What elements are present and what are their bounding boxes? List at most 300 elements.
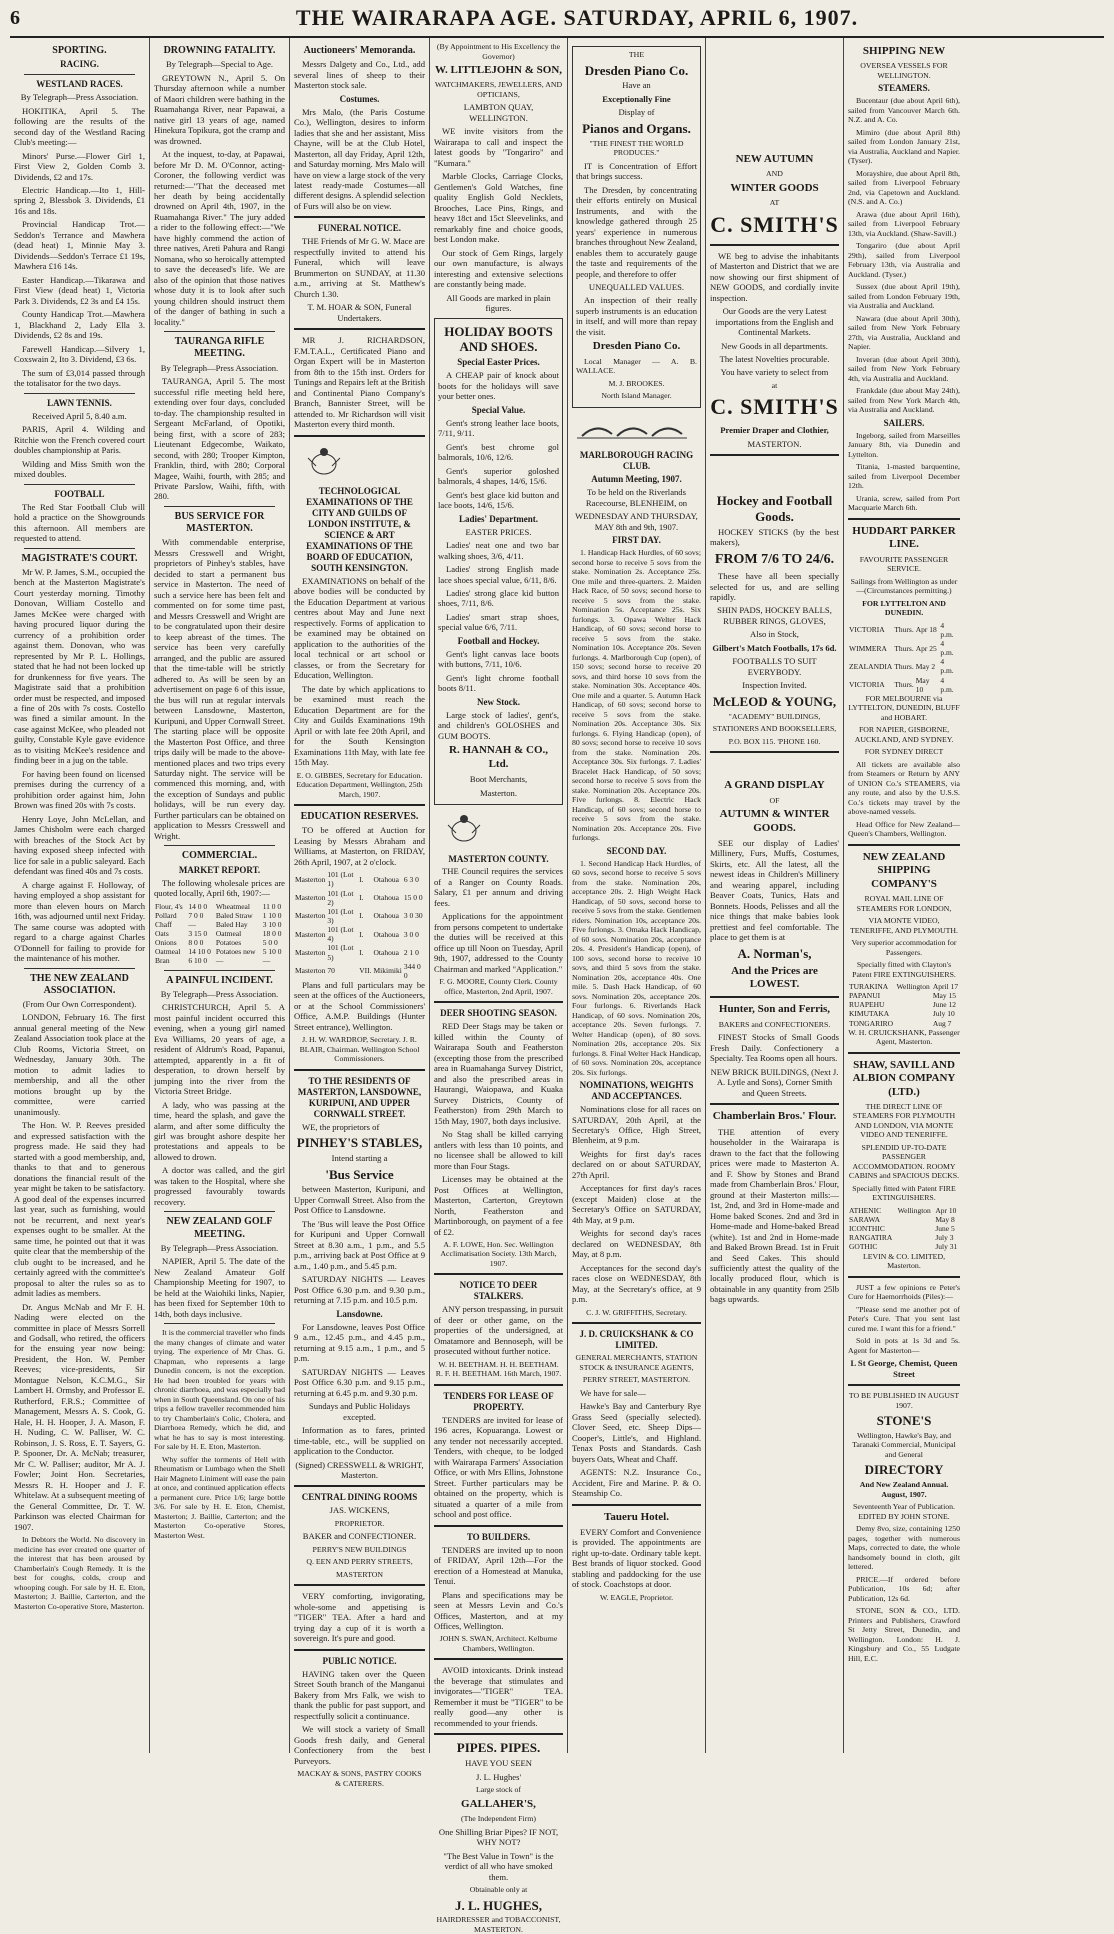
chamberlain-flour-title: Chamberlain Bros.' Flour. [712,1110,837,1123]
notice-text: SATURDAY NIGHTS — Leaves Post Office 6.30 p.m. and 9.15 p.m., returning at 6.45 p.m. and 9.30 p.m. [294,1366,425,1398]
notice-text: The 'Bus will leave the Post Office for Kuripuni and Upper Cornwall Street at 8.30 a.m., 1 p.m., and 5.5 p.m., arriving back at Post Office at 9 a.m., 1.40 p.m., and 5.45 p.m. [294,1218,425,1271]
heading-costumes: Costumes. [339,93,380,104]
table-cell: Bran [155,956,170,966]
table-cell: I. [359,911,364,921]
heading-sporting: SPORTING. [52,45,107,56]
ad-text: LAMBTON QUAY, WELLINGTON. [463,102,534,123]
notice-text: For Lansdowne, leaves Post Office 9 a.m., 12.45 p.m., and 4.45 p.m., returning at 9.15 a.m., 1 p.m., and 5 p.m. [294,1321,425,1364]
article-paragraph: It is the commercial traveller who finds the many changes of climate and water trying. The experience of Mr Chas. G. Chapman, who represents a large Dunedin concern, is not the exception. He had been troubled for years with chronic diarrhoea, and was especially bad when in South Queensland. On one of his trips a fellow traveller recommended him to try Chamberlain's Colic, Cholera, and Diarrhoea Remedy, which he did, and what he has to say is most interesting. For sale by H. E. Eton, Masterton. [154,1328,285,1452]
article-paragraph: County Handicap Trot.—Mawhera 1, Blackhand 2, Lady Ella 3. Dividends, £2 8s and 19s. [14,309,145,341]
table-cell: I. [359,893,364,903]
notice-signature: JOHN S. SWAN, Architect. Kelburne Chambers, Wellington. [439,1634,558,1653]
heading-dining-rooms: CENTRAL DINING ROOMS [301,1492,418,1503]
ad-text: Ladies' smart strap shoes, special value 6/6, 7/11. [438,611,559,633]
ad-text: An inspection of their really superb instruments is an education in itself, and will more than repay the visit. [576,295,697,337]
table-cell: Otahoua [373,874,399,884]
ad-text: Premier Draper and Clothier, [720,425,829,436]
table-cell: Oatmeal [215,928,242,938]
ad-text: AGENTS: N.Z. Insurance Co., Accident, Fire and Marine. P. & O. Steamship Co. [572,1467,701,1499]
ad-text: Head Office for New Zealand—Queen's Chambers, Wellington. [848,819,960,839]
directory-title: DIRECTORY [864,1462,944,1478]
table-cell: 101 (Lot 1) [327,870,354,889]
table-cell: 5 10 0 [262,947,282,957]
table-cell: Otahoua [373,947,399,957]
notice-text: RED Deer Stags may be taken or killed within the County of Wairarapa South and Featherston (excepting those from the prescribed area in Ruamahanga Survey District, and also the prescribed areas in Haurangi, Waiopawa, and Kuaka Survey Districts, County of Featherston) from 29th March to 15th May, 1907, both days inclusive. [434,1021,563,1126]
newspaper-title: THE WAIRARAPA AGE. SATURDAY, APRIL 6, 1907. [295,5,859,30]
ad-text: WE invite visitors from the Wairarapa to call and inspect the latest goods by "Tongariro" and "Kumara." [434,126,563,168]
table-cell [897,1224,935,1233]
new-autumn-title: NEW AUTUMN [735,153,814,165]
notice-signature: W. EAGLE, Proprietor. [599,1592,674,1602]
table-cell: Pollard [155,910,177,920]
ad-text: HAVE YOU SEEN [465,1758,532,1769]
article-paragraph: In Debtors the World. No discovery in medicine has ever created one quarter of the interest that has been aroused by Chamberlain's Cough Remedy. It is the best for coughs, colds, croup and whooping cough. For sale by H. E. Eton, Masterton; J. Baillie, Carterton, and the Masterton Co-operative Store, Masterton. [14,1535,145,1611]
ad-text: JUST a few opinions re Peter's Cure for Haemorrhoids (Piles):— [848,1282,960,1302]
article-paragraph: Wilding and Miss Smith won the mixed doubles. [14,458,145,480]
heading-deer-shooting: DEER SHOOTING SEASON. [440,1008,557,1019]
table-cell [896,991,932,1000]
ad-text: Obtainable only at [469,1885,528,1895]
shipping-entry: Ingeborg, sailed from Marseilles January 8th, via Dunedin and Lyttelton. [848,430,960,459]
notice-text: Intend starting a [331,1153,388,1164]
ad-text: Gilbert's Match Footballs, 17s 6d. [712,642,837,653]
table-cell: Thurs. [894,643,914,653]
table-cell: July 10 [932,1009,955,1019]
article-paragraph: With commendable enterprise, Messrs Cresswell and Wright, proprietors of Pinhey's stables, have decided to start a permanent bus service in Masterton. The need of such a service here has been felt and commented on for some time past, and Messrs Cresswell and Wright are to be congratulated upon their desire to keep abreast of the times. The service has been very carefully arranged, and the public are assured that the time-table will be strictly adhered to. As will be seen by an advertisement on page 6 of this issue, the bus will run at regular intervals between Lansdowne, Masterton, Kuripuni, and Upper Cornwall Street. The starting place will be opposite the Masterton Post Office, and three trips daily will be made to the above-mentioned places and two trips every Saturday night. The service will be commenced this morning, and, with the exception of Sundays and public holidays, will be run every day. Further particulars can be obtained on application to Messrs Cresswell and Wright. [154,537,285,841]
table-cell: Masterton [295,911,326,921]
table-cell: ZEALANDIA [849,661,893,671]
ad-text: A CHEAP pair of knock about boots for the holidays will save your better ones. [438,370,559,402]
market-row [154,911,285,920]
heading-auctioneers: Auctioneers' Memoranda. [303,45,416,56]
littlejohn-title: W. LITTLEJOHN & SON, [434,64,563,76]
notice-text: Sundays and Public Holidays excepted. [309,1401,410,1422]
market-row [154,902,285,911]
sailing-row [848,1215,960,1224]
market-row [154,956,285,965]
table-cell: May 8 [935,1215,955,1225]
ad-text: All tickets are available also from Steamers or Return by ANY of UNION Co.'s STEAMERS, via any route, and also by the U.S.S. Co.'s tickets may travel by the above-named vessels. [848,759,960,817]
hughes-title: J. L. HUGHES, [454,1897,543,1913]
byline: (From Our Own Correspondent). [22,998,137,1009]
table-cell: 101 (Lot 5) [327,943,354,962]
masthead [10,0,1104,38]
heading-football: FOOTBALL [54,488,105,499]
ad-text: AND [766,169,783,179]
autumn-winter-title: AUTUMN & WINTER GOODS. [719,808,830,834]
column-7 [844,38,964,1753]
hunter-son-ferris-title: Hunter, Son and Ferris, [718,1003,831,1016]
notice-signature: W. H. BEETHAM. H. H. BEETHAM. R. F. H. BEETHAM. 16th March, 1907. [435,1359,562,1379]
article-paragraph: A lady, who was passing at the time, heard the splash, and gave the alarm, and after some difficulty the girl was brought ashore despite her protestations and appeals to be allowed to drown. [154,1099,285,1162]
ad-text: MASTERTON [335,1569,384,1579]
notice-text: To be held on the Riverlands Racecourse, BLENHEIM, on [585,487,688,508]
sailing-row [848,1242,960,1251]
heading-technological: TECHNOLOGICAL EXAMINATIONS OF THE CITY AND GUILDS OF LONDON INSTITUTE, & SCIENCE & ART EXAMINATIONS OF THE BOARD OF EDUCATION, SOUTH KENSINGTON. [306,486,413,573]
table-cell: Oats [155,928,169,938]
ad-text: STONE, SON & CO., LTD. Printers and Publishers, Crawford St Jetty Street, Dunedin, and Wellington. London: H. J. Kingsbury and Co., 55 Ludgate Hill, E.C. [848,1606,960,1663]
ad-text: HOCKEY STICKS (by the best makers), [710,526,839,548]
table-cell: Baled Hay [215,919,248,929]
table-cell: RANGATIRA [849,1233,893,1243]
table-cell: May 10 [915,675,930,694]
ad-text: SEE our display of Ladies' Millinery, Furs, Muffs, Costumes, Skirts, etc. All the latest, all the newest ideas in Children's Millinery and wearing apparel, including Beaver Coats, Tunics, Hats and Bonnets. Hoods, Pelisses and all the nice things that make babies look prettiest and feel comfortable. The place to get them is at [710,837,839,943]
shaw-savill-title: SHAW, SAVILL AND ALBION COMPANY (LTD.) [852,1058,956,1098]
ad-text: HAIRDRESSER and TOBACCONIST, MASTERTON. [436,1915,561,1934]
ad-text: AVOID intoxicants. Drink instead the beverage that stimulates and invigorates—"TIGER" TEA. Remember it must be "TIGER" to be really good—any other is recommended to your friends. [434,1665,563,1728]
ad-text: "ACADEMY" BUILDINGS, [728,711,821,721]
ad-text: BAKER and CONFECTIONER. [302,1531,417,1542]
ad-text: Gent's best chrome gol balmorals, 10/6, 12/6. [438,441,559,463]
ad-text: STATIONERS AND BOOKSELLERS, [712,724,837,734]
heading-second-day: SECOND DAY. [606,845,667,856]
table-cell: Wellington [896,982,930,991]
table-cell: 15 0 0 [403,893,423,903]
table-cell: Thurs. [894,680,914,690]
table-cell: WIMMERA [849,643,887,653]
ad-text: New Goods in all departments. [721,340,828,351]
article-paragraph: Why suffer the torments of Hell with Rheumatism or Lumbago when the Shell Hair Magneto Liniment will ease the pain at once, and continued application effects a permanent cure. Price 1/6; large bottle 3/6. For sale by H. E. Eton, Chemist, Masterton; J. Baillie, Carterton; and the Masterton Co-operative Stores, Masterton West. [154,1454,285,1540]
article-paragraph: The Red Star Football Club will hold a practice on the Showgrounds this afternoon. All members are requested to attend. [14,501,145,544]
ad-text: North Island Manager. [601,391,672,401]
article-paragraph: Mr W. P. James, S.M., occupied the bench at the Masterton Magistrate's Court yesterday morning. Timothy Donovan, William Costello and James McKee were charged with having procured liquor during the currency of a prohibition order against them. Donovan, who was represented by Mr P. L. Hollings, stated that he had not been locked up for drunkenness for five years. The Magistrate said that a prohibition order must be respected, and imposed a fine of 20s with 7s costs. Costello was fined a similar amount. In the case against McKee, who pleaded not guilty, Constable Kyle gave evidence as to visiting McKee's residence and finding beer in a jug on the table. [14,566,145,766]
page-number: 6 [10,6,20,29]
sailing-row [848,657,960,675]
hannah-title: R. HANNAH & CO., Ltd. [449,744,548,770]
heading-commercial: COMMERCIAL. [181,850,258,862]
table-cell [897,1215,935,1224]
ad-subheading: Special Value. [471,404,526,415]
heading-deer-stalkers: NOTICE TO DEER STALKERS. [459,1280,538,1302]
table-cell: 7 0 0 [188,910,204,920]
heading-residents: TO THE RESIDENTS OF MASTERTON, LANSDOWNE, KURIPUNI, AND UPPER CORNWALL STREET. [297,1075,422,1119]
notice-signature: (Signed) CRESSWELL & WRIGHT, Masterton. [295,1459,424,1480]
article-paragraph: GREYTOWN N., April 5. On Thursday afternoon while a number of Maori children were bathing in the Ruamahanga River, near Papawai, a native girl 13 years of age, named Hinekura Topikura, got the cramp and was drowned. [154,72,285,146]
bus-service-title: 'Bus Service [325,1166,394,1182]
column-6 [706,38,844,1753]
notice-text: Acceptances for the second day's races close on WEDNESDAY, 8th May, at the Secretary's office, at 9 p.m. [572,1262,701,1305]
ad-subheading: Ladies' Department. [459,513,538,524]
ad-text: THE [628,50,645,59]
table-cell: 70 [327,966,335,976]
table-cell: VII. [359,966,372,976]
hockey-football-title: Hockey and Football Goods. [716,493,833,525]
table-cell: Masterton [295,929,326,939]
table-cell: 101 (Lot 3) [327,906,354,925]
table-cell: Apr 18 [915,625,937,635]
notice-text: WE, the proprietors of [302,1121,380,1132]
table-cell: May 15 [932,991,956,1001]
ad-text: WE beg to advise the inhabitants of Masterton and District that we are now showing our first shipment of NEW GOODS, and cordially invite inspection. [710,250,839,303]
notice-text: THE Council requires the services of a Ranger on County Roads. Salary, £1 per annum and driving fees. [434,866,563,908]
ad-subheading: New Stock. [477,696,520,707]
table-cell: Wellington [897,1205,931,1215]
ad-text: PROPRIETOR. [334,1518,385,1528]
table-cell: Thurs. [894,625,914,635]
heading-magistrate: MAGISTRATE'S COURT. [21,552,138,564]
mcleod-young-title: McLEOD & YOUNG, [712,693,837,709]
table-cell: Otahoua [373,893,399,903]
heading-cruickshank: J. D. CRUICKSHANK & CO LIMITED. [579,1329,694,1351]
reserve-row [294,962,425,980]
table-cell [896,1019,932,1028]
ad-text: IT is Concentration of Effort that brings success. [576,160,697,182]
ad-text: We have for sale— [580,1387,646,1398]
heading-education-reserves: EDUCATION RESERVES. [300,811,419,823]
market-row [154,929,285,938]
table-cell: PAPANUI [849,991,881,1001]
columns [10,38,1104,1934]
heading-lawn-tennis: LAWN TENNIS. [47,397,112,408]
market-row [154,920,285,929]
table-cell: TONGARIRO [849,1018,894,1028]
notice-text: Weights for second day's races declared on WEDNESDAY, 8th May, at 8 p.m. [572,1228,701,1260]
table-cell: RUAPEHU [849,1000,885,1010]
table-cell: Onions [155,938,177,948]
newspaper-page [10,0,1104,1934]
ad-text: M. J. BROOKES. [608,378,665,388]
shipping-entry: Nawara (due about April 30th), sailed from New York February 27th, via Australia, Auckland and Napier. [848,313,960,352]
table-cell: 5 0 0 [262,938,278,948]
table-cell: July 31 [935,1242,958,1252]
notice-signature: E. O. GIBBES, Secretary for Education. Education Department, Wellington, 25th March, 1907. [296,770,423,799]
table-cell: I. [359,947,364,957]
a-normans-title: A. Norman's, [737,945,812,961]
race-list: 1. Handicap Hack Hurdles, of 60 sovs; second horse to receive 5 sovs from the stake. Nomination 2s. Acceptance 25s. One mile and three-quarters. 2. Maiden Hack Race, of 50 sovs; second horse to receive 5 sovs from the stake. Nomination 5s. Acceptance 25s. Six furlongs. 3. Opawa Welter Hack Handicap, of 60 sovs; second horse to receive 5 sovs from the stake. Nomination 10s. Acceptance 20s. Seven furlongs. 4. Marlborough Cup (open), of 150 sovs; second horse to receive 20 sovs, and third horse 10 sovs from the stake. Nomination 30s. Acceptance 40s. One mile and a quarter. 5. Autumn Hack Handicap, of 60 sovs; second horse to receive 5 sovs from the stake. Nomination 20s. Acceptance 30s. Six furlongs. 6. Flying Handicap (open), of 80 sovs; second horse to receive 10 sovs from the stake. Nomination 20s. Acceptance 30s. Six furlongs. 7. Ladies' Bracelet Hack Handicap, of 50 sovs; second horse to receive 5 sovs from the stake. Nomination 20s. Acceptance 20s. Five furlongs. 8. Electric Hack Handicap, of 60 sovs; second horse to receive 5 sovs from the stake. Nomination 20s. Acceptance 20s. Five furlongs. [572,548,701,843]
ad-text: Ladies' neat one and two bar walking shoes, 3/6, 4/11. [438,540,559,561]
table-cell: Wheatmeal [215,901,250,911]
notice-text: Licenses may be obtained at the Post Offices at Wellington, Masterton, Carterton, Greytown North, Featherston and Martinborough, on payment of a fee of £2. [434,1174,563,1237]
article-paragraph: PARIS, April 4. Wilding and Ritchie won the French covered court doubles championship at Paris. [14,424,145,456]
heading-sailers: SAILERS. [883,417,925,428]
ad-text: Display of [618,107,655,118]
ad-subheading: Football and Hockey. [457,635,540,646]
article-paragraph: Henry Loye, John McLellan, and James Chisholm were each charged with breaches of the Stock Act by having exposed sheep infected with lice for sale in a public saleyard. Each defendant was fined 40s and 7s costs. [14,813,145,877]
royal-crest-icon [434,813,494,845]
notice-signature: MACKAY & SONS, PASTRY COOKS & CATERERS. [297,1769,422,1788]
table-cell: 8 0 0 [188,938,204,948]
sailing-row [848,1224,960,1233]
nz-shipping-title: NEW ZEALAND SHIPPING COMPANY'S [862,850,946,890]
column-3 [290,38,430,1788]
reserve-row [294,943,425,961]
ad-text: Specially fitted with Patent FIRE EXTINGUISHERS. [852,1183,956,1203]
sailing-row [848,1019,960,1028]
ad-text: PERRY STREET, MASTERTON. [582,1375,691,1385]
table-cell: 14 0 0 [188,901,208,911]
table-cell: Masterton [295,893,326,903]
table-cell: I. [359,929,364,939]
reserve-row [294,889,425,907]
ad-text: FOR NAPIER, GISBORNE, AUCKLAND, AND SYDNEY. [854,725,954,744]
pipes-title: PIPES. PIPES. [456,1740,541,1756]
notice-text: WEDNESDAY AND THURSDAY, MAY 8th and 9th, 1907. [575,511,698,532]
ad-text: FINEST Stocks of Small Goods Fresh Daily. Confectionery a Specialty. Tea Rooms open all hours. [710,1032,839,1064]
ad-text: Masterton. [480,787,517,798]
byline: By Telegraph—Press Association. [160,1242,279,1253]
notice-signature: T. M. HOAR & SON, Funeral Undertakers. [307,302,412,323]
ad-text: FAVOURITE PASSENGER SERVICE. [859,554,949,574]
ad-text: Demy 8vo, size, containing 1250 pages, together with numerous Maps, corrected to date, the whole handsomely bound in cloth, gilt lettered. [848,1524,960,1572]
notice-signature: J. H. W. WARDROP, Secretary. J. R. BLAIR, Chairman. Wellington School Commissioners. [299,1035,420,1064]
notice-signature: F. G. MOORE, County Clerk. County office, Masterton, 2nd April, 1907. [439,977,558,996]
ad-text: THE DIRECT LINE OF STEAMERS FOR PLYMOUTH AND LONDON, VIA MONTE VIDEO AND TENERIFFE. [852,1101,956,1140]
table-cell: ATHENIC [849,1205,882,1215]
sailing-row [848,982,960,991]
table-cell: April 17 [932,982,959,991]
table-cell: Otahoua [373,911,399,921]
market-table [154,902,285,966]
c-smiths-title: C. SMITH'S [710,211,839,237]
heading-first-day: FIRST DAY. [612,535,661,546]
heading-marlborough: MARLBOROUGH RACING CLUB. [579,450,694,472]
shipping-entry: Morayshire, due about April 8th, sailed from Liverpool February 2nd, via Capetown and Auckland. (N.S. and A. Co.) [848,168,960,207]
market-row [154,938,285,947]
table-cell: 4 p.m. [940,638,954,658]
ad-text: SHIN PADS, HOCKEY BALLS, RUBBER RINGS, GLOVES, [717,605,832,626]
ad-text: J. L. Hughes' [476,1771,521,1782]
ad-text: VERY comforting, invigorating, whole-some and appetising is "TIGER" TEA. After a hard and trying day a cup of it is worth a sovereign. It's pure and good. [294,1591,425,1644]
ad-text: OVERSEA VESSELS FOR WELLINGTON. [860,61,948,80]
shipping-entry: Arawa (due about April 16th), sailed from Liverpool February 13th, via Auckland. (Shaw-Savill.) [848,209,960,238]
table-cell: 14 10 0 [188,947,211,957]
ad-text: Have an [622,80,651,91]
article-paragraph: Farewell Handicap.—Silvery 1, Coxswain 2, Ito 3. Dividend, £3 6s. [14,343,145,365]
article-paragraph: Minors' Purse.—Flower Girl 1, First View 2, Golden Comb 3. Dividends, £2 and 17s. [14,150,145,182]
table-cell [896,1000,932,1009]
table-cell: May 2 [915,661,936,671]
ad-text: Specially fitted with Clayton's Patent FIRE EXTINGUISHERS. [852,960,956,979]
heading-builders: TO BUILDERS. [466,1531,531,1542]
article-paragraph: Electric Handicap.—Ito 1, Hill-spring 2, Blessbok 3. Dividends, £1 16s and 18s. [14,185,145,216]
shipping-entry: Inveran (due about April 30th), sailed from New York February 4th, via Australia and Auckland. [848,354,960,383]
ad-text: "THE FINEST THE WORLD PRODUCES." [589,138,684,158]
table-cell: ICONTHIC [849,1224,885,1234]
shipping-entry: Urania, screw, sailed from Port Macquarie March 6th. [848,493,960,513]
ad-text: Local Manager — A. B. WALLACE. [576,356,697,376]
ad-subheading: Special Easter Prices. [457,357,540,368]
ad-text: Inspection Invited. [742,680,807,691]
shipping-entry: Titania, 1-masted barquentine, sailed from Liverpool December 12th. [848,462,960,491]
holiday-boots-title: HOLIDAY BOOTS AND SHOES. [444,323,553,355]
heading-golf: NEW ZEALAND GOLF MEETING. [166,1216,273,1240]
article-paragraph: Provincial Handicap Trot.—Seddon's Terrance and Mawhera (dead heat) 1, Minnie May 3. Dividends—Seddon's Terrace £1 19s, Mawhera £16 14s. [14,219,145,272]
table-cell: 4 p.m. [940,620,954,639]
shipping-entry: Tongariro (due about April 29th), sailed from Liverpool February 13th, via Australia and Auckland. (Tyser.) [848,241,960,279]
ad-text: The Dresden, by concentrating their efforts entirely on Musical Instruments, and with the knowledge gathered through 25 years' experience in numerous branches throughout New Zealand, enables them to accurately gauge the taste and requirements of the people, and therefore to offer [576,184,697,279]
table-cell: 18 0 0 [262,928,282,938]
table-cell: Potatoes new [215,947,256,957]
table-cell: VICTORIA [849,625,885,635]
article-paragraph: A doctor was called, and the girl was taken to the Hospital, where she progressed favourably towards recovery. [154,1165,285,1207]
article-paragraph: The following wholesale prices are quoted locally, April 6th, 1907:— [154,877,285,899]
ad-text: Very superior accommodation for Passengers. [851,938,957,957]
sailing-row [848,991,960,1000]
table-cell: SARAWA [849,1215,881,1225]
ad-text: FOR SYDNEY DIRECT [864,747,944,757]
notice-text: TENDERS are invited for lease of 196 acres, Kopuaranga. Lowest or any tender not necessarily accepted. Tenders, with cheque, to be lodged with Wairarapa Farmers' Association Office, or with Mrs Ellins, Johnstone Street. Further particulars may be obtained on the property, which is situated a quarter of a mile from school and post office. [434,1414,563,1520]
table-cell: 344 0 0 [403,961,421,980]
table-cell: June 5 [935,1224,955,1234]
dresden-title: Dresden Piano Co. [584,62,689,78]
table-cell: — [262,956,271,966]
ad-text: All Goods are marked in plain figures. [446,292,551,314]
table-cell: VICTORIA [849,680,885,690]
table-cell: — [188,919,196,929]
pianos-organs-title: Pianos and Organs. [582,120,691,136]
reserve-row [294,870,425,888]
byline: By Telegraph—Press Association. [20,92,139,103]
table-cell: 11 0 0 [262,901,282,911]
ad-text: You have variety to select from [720,367,829,378]
pinheys-stables-title: PINHEY'S STABLES, [296,1135,423,1151]
ad-text: ROYAL MAIL LINE OF STEAMERS FOR LONDON, [856,894,952,913]
table-cell: — [215,956,224,966]
ad-text: Gent's best glace kid button and lace boots, 14/6, 15/6. [438,489,559,511]
table-cell: July 3 [935,1233,954,1243]
ad-text: Ladies' strong English made lace shoes special value, 6/11, 8/6. [438,564,559,585]
table-cell: Chaff [155,919,172,929]
article-paragraph: For having been found on licensed premises during the currency of a prohibition order against him, John Brown was fined 20s with 7s costs. [14,768,145,811]
ad-text: And New Zealand Annual. August, 1907. [859,1480,949,1499]
heading-tauranga: TAURANGA RIFLE MEETING. [174,336,265,360]
notice-text: Plans and full particulars may be seen at the offices of the Auctioneers, or at the School Commissioners' Office, A.M.P. Buildings (Hunter Street entrance), Wellington. [294,979,425,1032]
ad-text: NEW BRICK BUILDINGS, (Next J. A. Lytle and Sons), Corner Smith and Queen Streets. [710,1066,839,1098]
ad-text: The latest Novelties procurable. [719,354,830,364]
ad-text: W. H. CRUICKSHANK, Passenger Agent, Masterton. [848,1027,960,1047]
reserve-row [294,925,425,943]
article-paragraph: LONDON, February 16. The first annual general meeting of the New Zealand Association took place at the Club Rooms, Victoria Street, on Wednesday, January 30th. The motion to admit ladies to membership, and all the other motions brought up by the committee, were carried unanimously. [14,1012,145,1117]
ad-text: SPLENDID UP-TO-DATE PASSENGER ACCOMMODATION. ROOMY CABINS and SPACIOUS DECKS. [848,1142,960,1181]
table-cell: 4 p.m. [940,657,954,676]
table-cell: 6 3 0 [403,874,419,884]
reserve-row [294,907,425,925]
shipping-entry: Sussex (due about April 19th), sailed from London February 19th, via Australia and Auckland. [848,282,960,311]
ad-text: Also in Stock, [750,629,799,640]
article-paragraph: Messrs Dalgety and Co., Ltd., add several lines of sheep to their Masterton stock sale. [294,59,425,91]
ad-text: Gent's light canvas lace boots with buttons, 7/11, 10/6. [438,648,559,670]
huddart-sailings-table [848,621,960,694]
ad-text: (The Independent Firm) [461,1814,536,1824]
article-paragraph: At the inquest, to-day, at Papawai, before Mr D. M. O'Connor, acting-Coroner, the following verdict was returned:—"That the deceased met her death by being accidentally drowned on April 4th, 1907, in the Ruamahanga River." The jury added a rider to the following effect:—"We have highly commend the action of three natives, Areti Pahura and Rangi Nomana, who so heroically attempted to save the deceased's life. We are also of the opinion that those natives whose duty it is to look after such young children should instruct them of the danger of bathing in such a locality." [154,149,285,327]
ad-text: Boot Merchants, [469,774,528,785]
article-paragraph: The sum of £3,014 passed through the totalisator for the two days. [14,367,145,389]
table-cell: GOTHIC [849,1242,878,1252]
table-cell [896,1009,932,1018]
heading-steamers: STEAMERS. [878,83,930,94]
ad-text: TO BE PUBLISHED IN AUGUST 1907. [848,1391,960,1410]
ad-text: LEVIN & CO. LIMITED, Masterton. [862,1251,946,1271]
notice-text: MR J. RICHARDSON, F.M.T.A.L., Certificated Piano and Organ Expert will be in Masterton from 8th to the 15th inst. Orders for Tunings and Repairs left at the British and Continental Piano Company's Branch, Bannister Street, will be attended to. Mr Richardson will visit Masterton every third month. [294,335,425,430]
table-cell: Thurs. [894,661,914,671]
table-cell: Flour, 4's [155,901,183,911]
article-paragraph: TAURANGA, April 5. The most successful rifle meeting held here, extending over four days, concluded to-day. The championship resulted in Sergeant McFarland, of Opotiki, being first, with a score of 283; Lieutenant Edgecombe, Waikato, second, with 280; Trooper Kimpton, Franklin, third, with 280; Corporal Magee, Waihi, fourth, with 285; and Private Parslow, Waihi, fifth, with 280. [154,376,285,502]
article-paragraph: The Hon. W. P. Reeves presided and expressed satisfaction with the progress made. He said they had started with a good membership, and, thanks to that and to generous donations the financial result of the year might be taken to be satisfactory. A good deal of the expenses incurred last year, such as furnishing, would not be recurrent, and next year's expenses ought to be smaller. At the same time, he pointed out that it was quite clear that the membership of the club ought to be increased, and he certainly agreed with the committee's proposal to alter the rules so as to admit ladies as members. [14,1120,145,1299]
heading-market-report: MARKET REPORT. [178,864,261,875]
table-cell: I. [359,874,364,884]
table-cell: Otahoua [373,929,399,939]
heading-autumn-meeting: Autumn Meeting, 1907. [591,474,682,485]
notice-text: between Masterton, Kuripuni, and Upper Cornwall Street. Also from the Post Office to Lansdowne. [294,1184,425,1216]
heading-westland: WESTLAND RACES. [36,79,123,90]
column-5 [568,38,706,1753]
table-cell: 4 p.m. [940,675,954,694]
notice-text: HAVING taken over the Queen Street South branch of the Manganui Bakery from Mrs Falk, we wish to thank the public for past support, and respectfully solicit a continuance. [294,1668,425,1721]
ad-text: Gent's strong leather lace boots, 7/11, 9/11. [438,417,559,439]
huddart-parker-title: HUDDART PARKER LINE. [852,524,956,551]
ad-text: P.O. BOX 115. 'PHONE 160. [728,736,821,746]
racehorses-icon [572,416,692,442]
